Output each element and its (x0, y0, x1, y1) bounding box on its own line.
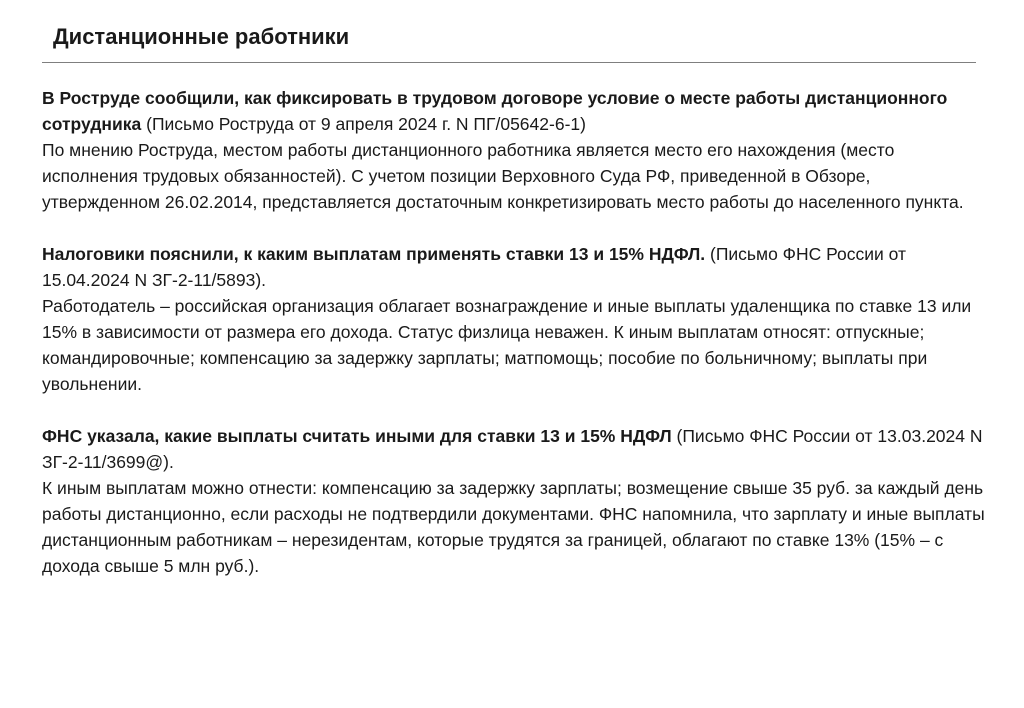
slide-title: Дистанционные работники (53, 24, 350, 49)
news-item-heading: ФНС указала, какие выплаты считать иными для ставки 13 и 15% НДФЛ (42, 426, 672, 446)
news-item-ndfl-rates (42, 241, 990, 397)
news-item-lead (42, 423, 990, 475)
news-item-heading: В Роструде сообщили, как фиксировать в трудовом договоре условие о месте работы дистанционного сотрудника (42, 88, 948, 134)
news-item-source: (Письмо ФНС России от 13.03.2024 N ЗГ-2-11/3699@). (42, 426, 983, 472)
news-item-source: (Письмо ФНС России от 15.04.2024 N ЗГ-2-11/5893). (42, 244, 907, 290)
news-item-body: Работодатель – российская организация облагает вознаграждение и иные выплаты удаленщика по ставке 13 или 15% в зависимости от размера его дохода. Статус физлица неважен. К иным выплатам относят: отпускные; командировочные; компенсацию за задержку зарплаты; матпомощь; пособие по больничному; выплаты при увольнении. (42, 296, 972, 394)
news-item-heading: Налоговики пояснили, к каким выплатам применять ставки 13 и 15% НДФЛ. (42, 244, 706, 264)
news-item-lead (42, 85, 990, 137)
news-item-rostrud-workplace (42, 85, 990, 215)
news-item-other-payments (42, 423, 990, 579)
news-list (42, 85, 990, 605)
news-item-source: (Письмо Роструда от 9 апреля 2024 г. N ПГ/05642-6-1) (141, 114, 586, 134)
news-item-lead (42, 241, 990, 293)
news-item-body: К иным выплатам можно отнести: компенсацию за задержку зарплаты; возмещение свыше 35 руб. за каждый день работы дистанционно, если расходы не подтвердили документами. ФНС напомнила, что зарплату и иные выплаты дистанционным работникам – нерезидентам, которые трудятся за границей, облагают по ставке 13% (15% – с дохода свыше 5 млн руб.). (42, 478, 985, 576)
news-item-body: По мнению Роструда, местом работы дистанционного работника является место его нахождения (место исполнения трудовых обязанностей). С учетом позиции Верховного Суда РФ, приведенной в Обзоре, утвержденном 26.02.2014, представляется достаточным конкретизировать место работы до населенного пункта. (42, 140, 964, 212)
title-divider (42, 62, 976, 63)
